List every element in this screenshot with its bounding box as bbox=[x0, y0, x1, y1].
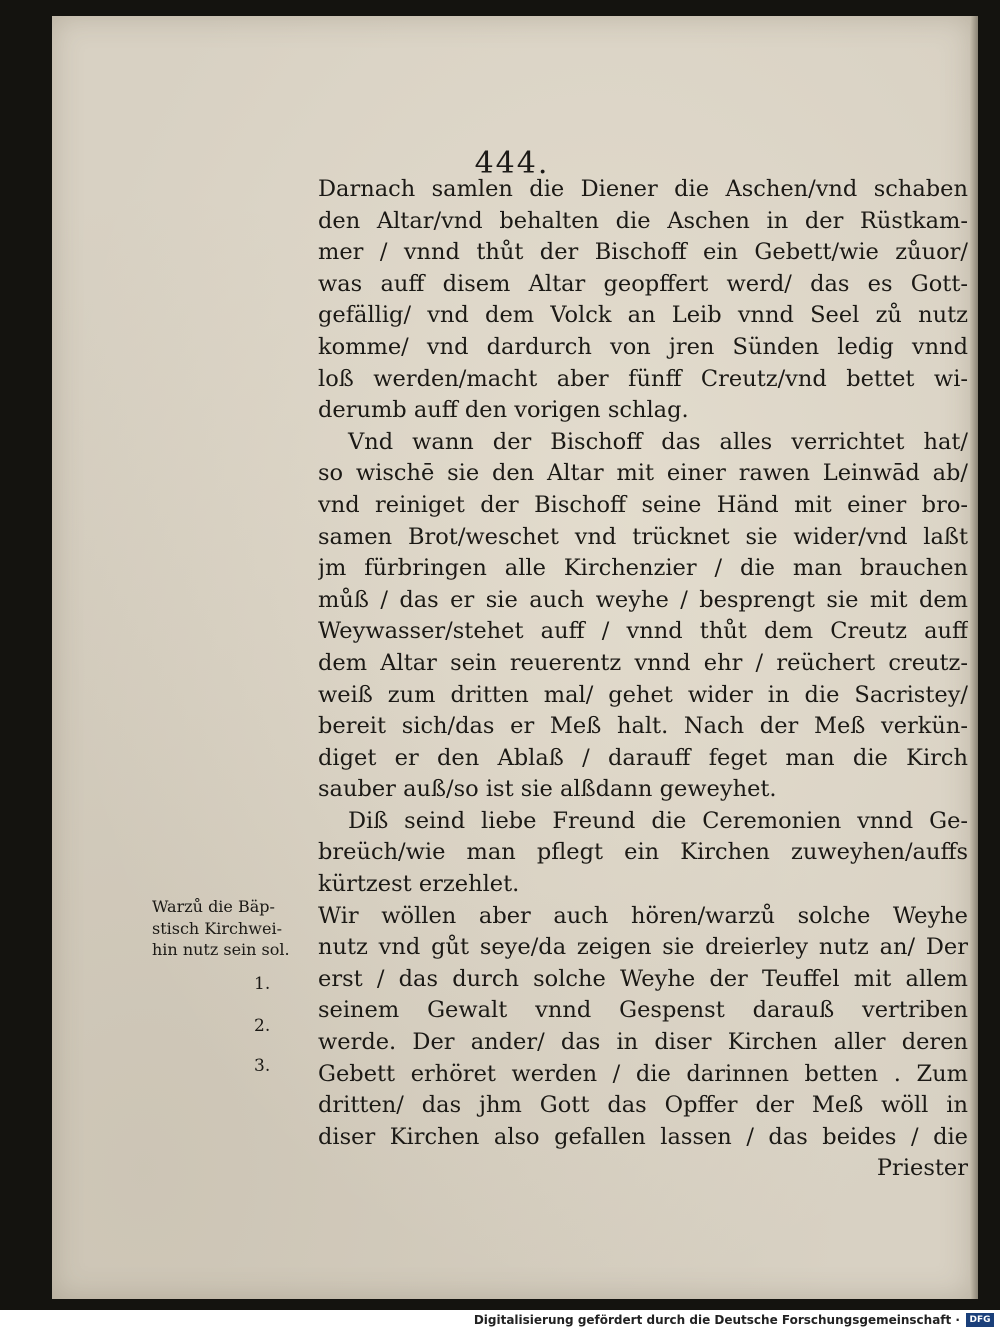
text-line: mer / vnnd thůt der Bischoff ein Gebett/wie zůuor/ bbox=[318, 239, 968, 266]
margin-note-line: hin nutz sein sol. bbox=[152, 940, 290, 959]
margin-number: 2. bbox=[254, 1016, 271, 1036]
text-line: vnd reiniget der Bischoff seine Händ mit einer bro- bbox=[318, 491, 968, 518]
text-line: nutz vnd gůt seye/da zeigen sie dreierley nutz an/ Der bbox=[318, 934, 968, 961]
text-line: weiß zum dritten mal/ gehet wider in die Sacristey/ bbox=[318, 681, 968, 708]
text-line: erst / das durch solche Weyhe der Teuffel mit allem bbox=[318, 965, 968, 992]
page-number: 444. bbox=[474, 146, 550, 181]
text-line: můß / das er sie auch weyhe / besprengt sie mit dem bbox=[318, 586, 968, 613]
text-line: jm fürbringen alle Kirchenzier / die man brauchen bbox=[318, 555, 968, 582]
margin-note-line: stisch Kirchwei- bbox=[152, 918, 282, 938]
margin-number: 1. bbox=[254, 974, 271, 994]
text-line: kürtzest erzehlet. bbox=[318, 871, 520, 898]
text-line: diget er den Ablaß / darauff feget man die Kirch bbox=[318, 744, 968, 771]
funding-notice: Digitalisierung gefördert durch die Deutsche Forschungsgemeinschaft · bbox=[473, 1313, 960, 1327]
catchword: Priester bbox=[876, 1155, 968, 1182]
margin-number: 3. bbox=[254, 1056, 271, 1076]
text-line: komme/ vnd dardurch von jren Sünden ledig vnnd bbox=[318, 333, 968, 360]
text-line: gefällig/ vnd dem Volck an Leib vnnd Seel zů nutz bbox=[318, 302, 968, 329]
text-line: sauber auß/so ist sie alßdann geweyhet. bbox=[318, 776, 777, 803]
text-line: so wischē sie den Altar mit einer rawen Leinwād ab/ bbox=[318, 460, 968, 487]
text-line: Vnd wann der Bischoff das alles verrichtet hat/ bbox=[348, 428, 968, 455]
text-line: breüch/wie man pflegt ein Kirchen zuweyhen/auffs bbox=[318, 839, 968, 866]
text-line: seinem Gewalt vnnd Gespenst darauß vertriben bbox=[318, 997, 968, 1024]
text-line: diser Kirchen also gefallen lassen / das beides / die bbox=[318, 1123, 968, 1150]
text-line: bereit sich/das er Meß halt. Nach der Meß verkün- bbox=[318, 713, 968, 740]
text-line: Darnach samlen die Diener die Aschen/vnd schaben bbox=[318, 176, 968, 202]
page-edge bbox=[970, 16, 978, 1299]
text-line: den Altar/vnd behalten die Aschen in der Rüstkam- bbox=[318, 207, 968, 234]
text-line: Diß seind liebe Freund die Ceremonien vnnd Ge- bbox=[348, 807, 968, 834]
text-line: samen Brot/weschet vnd trücknet sie wider/vnd laßt bbox=[318, 523, 968, 550]
text-line: Weywasser/stehet auff / vnnd thůt dem Creutz auff bbox=[318, 618, 968, 645]
body-text bbox=[318, 174, 968, 1185]
text-line: dem Altar sein reuerentz vnnd ehr / reüchert creutz- bbox=[318, 649, 968, 676]
text-line: Wir wöllen aber auch hören/warzů solche Weyhe bbox=[318, 902, 968, 929]
text-line: dritten/ das jhm Gott das Opffer der Meß wöll in bbox=[318, 1092, 968, 1119]
margin-note-line: Warzů die Bäp- bbox=[152, 897, 275, 916]
text-line: Gebett erhöret werden / die darinnen betten . Zum bbox=[318, 1060, 968, 1087]
digitization-footer bbox=[0, 1310, 1000, 1331]
text-line: loß werden/macht aber fünff Creutz/vnd bettet wi- bbox=[318, 365, 968, 392]
text-line: derumb auff den vorigen schlag. bbox=[318, 397, 689, 424]
text-line: was auff disem Altar geopffert werd/ das es Gott- bbox=[318, 270, 968, 297]
text-line: werde. Der ander/ das in diser Kirchen aller deren bbox=[318, 1029, 968, 1056]
dfg-logo: DFG bbox=[966, 1313, 994, 1327]
book-page bbox=[52, 16, 972, 1299]
